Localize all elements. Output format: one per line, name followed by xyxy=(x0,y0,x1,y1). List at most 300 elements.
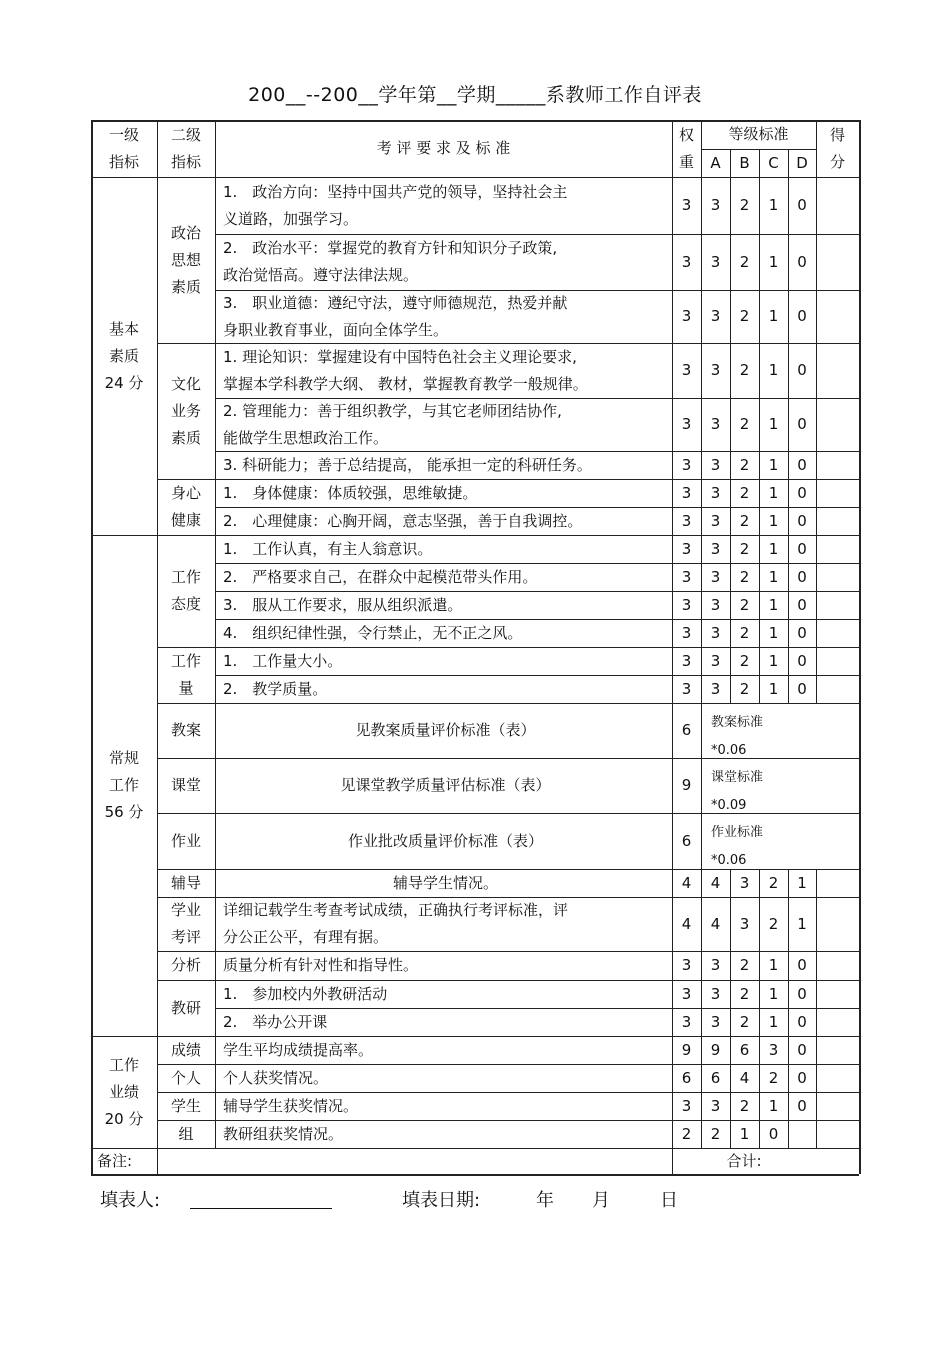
grade-value-line: 3 xyxy=(710,196,721,214)
criteria-text-line: 2. 管理能力：善于组织教学，与其它老师团结协作, xyxy=(223,401,562,420)
subcategory-label xyxy=(157,897,215,951)
criteria-text-line: 2. 政治水平：掌握党的教育方针和知识分子政策, xyxy=(223,239,558,257)
grade-value-line: 2 xyxy=(739,623,750,642)
form-title: 200__--200__学年第__学期_____系教师工作自评表 xyxy=(248,84,702,106)
weight-value xyxy=(672,249,701,276)
grade-value-line: 0 xyxy=(797,1068,807,1087)
grade-value-line: 2 xyxy=(739,679,750,698)
grade-value xyxy=(730,508,759,535)
category-label xyxy=(91,1052,157,1133)
grade-value xyxy=(788,536,816,563)
subcategory-label xyxy=(157,772,215,799)
weight-value xyxy=(672,1037,701,1064)
grade-value-line: 1 xyxy=(768,455,779,474)
grade-value-line: 0 xyxy=(797,956,807,974)
grade-value-line: 0 xyxy=(768,1124,779,1143)
grade-value xyxy=(730,1065,759,1092)
grade-value xyxy=(759,508,788,535)
grade-value xyxy=(759,981,788,1008)
grade-value-line: 1 xyxy=(768,361,779,379)
grade-value-line: 3 xyxy=(710,252,721,271)
weight-value xyxy=(672,1093,701,1120)
grade-value xyxy=(759,1121,788,1148)
weight-value xyxy=(672,828,701,855)
grade-value xyxy=(701,952,730,979)
header-grade-a-line: A xyxy=(710,153,721,172)
grade-note-line: 作业标准 xyxy=(711,825,764,840)
table-rule xyxy=(215,120,216,1148)
grade-value-line: 1 xyxy=(768,483,779,502)
grade-value xyxy=(759,911,788,938)
subcategory-label xyxy=(157,717,215,744)
criteria-text xyxy=(223,1093,668,1120)
grade-value xyxy=(701,592,730,619)
subcategory-label xyxy=(157,828,215,855)
header-secondary-indicator-line: 指标 xyxy=(170,152,201,171)
weight-value-line: 3 xyxy=(681,595,692,614)
category-label-line: 56 分 xyxy=(104,803,144,821)
criteria-text xyxy=(223,536,668,563)
grade-note-line: 课堂标准 xyxy=(711,770,764,785)
weight-value-line: 3 xyxy=(681,1096,692,1115)
weight-value-line: 3 xyxy=(681,511,692,530)
criteria-text-line: 分公正公平，有理有据。 xyxy=(223,928,389,946)
grade-note-line: 教案标准 xyxy=(711,715,764,730)
grade-value xyxy=(730,952,759,979)
criteria-text-line: 2. 心理健康：心胸开阔，意志坚强，善于自我调控。 xyxy=(223,511,583,530)
grade-value xyxy=(788,1037,816,1064)
grade-value-line: 1 xyxy=(768,651,779,670)
subcategory-label-line: 成绩 xyxy=(170,1040,201,1059)
grade-value xyxy=(701,1065,730,1092)
category-label-line: 20 分 xyxy=(104,1109,144,1128)
grade-value xyxy=(730,411,759,438)
criteria-text-line: 3. 服从工作要求，服从组织派遣。 xyxy=(223,595,463,614)
grade-value-line: 2 xyxy=(739,984,750,1003)
criteria-text xyxy=(223,772,668,799)
grade-value xyxy=(788,952,816,979)
grade-value xyxy=(759,357,788,384)
grade-value xyxy=(788,1009,816,1036)
grade-value xyxy=(701,564,730,591)
weight-value-line: 3 xyxy=(681,196,692,214)
grade-value-line: 3 xyxy=(710,567,721,586)
grade-value-line: 3 xyxy=(710,361,721,379)
grade-value-line: 1 xyxy=(768,567,779,586)
grade-value xyxy=(788,411,816,438)
table-rule xyxy=(157,813,215,814)
grade-value-line: 2 xyxy=(739,415,750,433)
weight-value-line: 4 xyxy=(681,914,692,933)
grade-value xyxy=(730,480,759,507)
weight-value xyxy=(672,536,701,563)
criteria-text-line: 2. 举办公开课 xyxy=(223,1012,328,1031)
category-label xyxy=(91,316,157,397)
subcategory-label-line: 工作 xyxy=(170,568,201,586)
grade-value-line: 1 xyxy=(768,623,779,642)
grade-value-line: 1 xyxy=(768,511,779,530)
grade-value xyxy=(759,564,788,591)
weight-value-line: 3 xyxy=(681,539,692,558)
subcategory-label-line: 身心 xyxy=(170,484,201,502)
grade-value-line: 2 xyxy=(739,511,750,530)
subcategory-label-line: 教研 xyxy=(170,998,201,1017)
total-label-line: 合计: xyxy=(726,1151,762,1170)
grade-value-line: 1 xyxy=(768,956,779,974)
table-rule xyxy=(157,177,215,178)
weight-value xyxy=(672,648,701,675)
weight-value xyxy=(672,952,701,979)
grade-value xyxy=(759,1009,788,1036)
grade-value-line: 0 xyxy=(797,567,807,586)
weight-value xyxy=(672,911,701,938)
grade-value xyxy=(730,1093,759,1120)
criteria-text xyxy=(223,564,668,591)
weight-value-line: 3 xyxy=(681,361,692,379)
header-primary-indicator-line: 指标 xyxy=(108,152,139,171)
header-grade-a xyxy=(701,150,730,177)
grade-value-line: 2 xyxy=(739,307,750,325)
grade-value-line: 1 xyxy=(768,1096,779,1115)
header-weight xyxy=(672,122,701,176)
grade-value-line: 0 xyxy=(797,361,807,379)
subcategory-label xyxy=(157,1037,215,1064)
grade-value xyxy=(788,1093,816,1120)
criteria-text xyxy=(223,1037,668,1064)
grade-value-line: 2 xyxy=(739,455,750,474)
subcategory-label-line: 素质 xyxy=(170,428,201,447)
grade-value-line: 3 xyxy=(710,415,721,433)
table-rule xyxy=(157,535,215,536)
grade-value xyxy=(701,508,730,535)
grade-value xyxy=(759,249,788,276)
grade-value xyxy=(730,192,759,219)
filler-signature-line[interactable] xyxy=(190,1208,332,1209)
date-year-label: 年 xyxy=(536,1190,554,1211)
criteria-text xyxy=(223,398,668,452)
grade-value-line: 3 xyxy=(710,1096,721,1115)
grade-value xyxy=(701,1009,730,1036)
grade-value xyxy=(788,508,816,535)
grade-value xyxy=(730,564,759,591)
grade-value xyxy=(730,981,759,1008)
table-rule xyxy=(157,758,215,759)
criteria-text xyxy=(223,179,668,233)
grade-value-line: 1 xyxy=(768,1012,779,1031)
grade-value-line: 2 xyxy=(739,196,750,214)
grade-value-line: 0 xyxy=(797,415,807,433)
grade-value-line: 6 xyxy=(739,1040,750,1059)
grade-value xyxy=(730,249,759,276)
grade-value-line: 0 xyxy=(797,539,807,558)
grade-value-line: 0 xyxy=(797,984,807,1003)
grade-note-line: *0.06 xyxy=(711,743,747,758)
grade-value xyxy=(759,1093,788,1120)
criteria-text-line: 学生平均成绩提高率。 xyxy=(223,1040,374,1059)
header-grade-b xyxy=(730,150,759,177)
grade-value xyxy=(759,411,788,438)
criteria-text-line: 1. 工作认真，有主人翁意识。 xyxy=(223,539,433,558)
grade-value xyxy=(730,1009,759,1036)
grade-note xyxy=(711,709,763,765)
date-day-label: 日 xyxy=(660,1190,678,1211)
grade-value xyxy=(759,1037,788,1064)
criteria-text xyxy=(223,344,668,398)
weight-value-line: 9 xyxy=(681,1040,692,1059)
grade-value xyxy=(701,676,730,703)
grade-value-line: 2 xyxy=(768,914,779,933)
header-grade-d xyxy=(788,150,816,177)
weight-value-line: 3 xyxy=(681,252,692,271)
remarks-label-line: 备注: xyxy=(97,1151,133,1170)
grade-value xyxy=(701,480,730,507)
weight-value xyxy=(672,1009,701,1036)
total-label xyxy=(672,1148,816,1175)
grade-value xyxy=(701,1093,730,1120)
weight-value xyxy=(672,480,701,507)
grade-value xyxy=(701,620,730,647)
criteria-text xyxy=(223,1009,668,1036)
category-label-line: 基本 xyxy=(108,319,139,338)
grade-value-line: 3 xyxy=(710,307,721,325)
filler-label: 填表人: xyxy=(100,1190,161,1211)
grade-value-line: 1 xyxy=(768,415,779,433)
grade-value-line: 2 xyxy=(739,595,750,614)
grade-value xyxy=(759,303,788,330)
grade-value xyxy=(701,648,730,675)
grade-value-line: 2 xyxy=(739,361,750,379)
grade-value xyxy=(788,592,816,619)
grade-value xyxy=(788,480,816,507)
weight-value-line: 2 xyxy=(681,1124,692,1143)
grade-value xyxy=(788,452,816,479)
grade-value-line: 3 xyxy=(710,984,721,1003)
weight-value-line: 3 xyxy=(681,984,692,1003)
header-secondary-indicator-line: 二级 xyxy=(170,125,201,144)
subcategory-label-line: 教案 xyxy=(170,721,201,739)
subcategory-label-line: 辅导 xyxy=(170,873,201,892)
subcategory-label-line: 态度 xyxy=(170,595,201,613)
criteria-text-line: 1. 身体健康：体质较强，思维敏捷。 xyxy=(223,483,478,502)
weight-value-line: 3 xyxy=(681,483,692,502)
grade-value-line: 2 xyxy=(739,651,750,670)
grade-value xyxy=(788,357,816,384)
grade-value-line: 0 xyxy=(797,455,807,474)
subcategory-label-line: 思想 xyxy=(170,250,201,269)
criteria-text-line: 质量分析有针对性和指导性。 xyxy=(223,956,419,974)
table-rule xyxy=(859,120,861,1174)
grade-value xyxy=(701,870,730,897)
subcategory-label xyxy=(157,564,215,618)
criteria-text xyxy=(223,480,668,507)
grade-value xyxy=(788,303,816,330)
weight-value xyxy=(672,592,701,619)
grade-value xyxy=(730,1121,759,1148)
criteria-text-line: 义道路，加强学习。 xyxy=(223,209,359,228)
weight-value-line: 3 xyxy=(681,1012,692,1031)
grade-value xyxy=(788,648,816,675)
grade-value xyxy=(788,911,816,938)
header-grades-title-line: 等级标准 xyxy=(728,125,789,143)
subcategory-label-line: 分析 xyxy=(170,956,201,974)
grade-value xyxy=(730,1037,759,1064)
criteria-text-line: 1. 工作量大小。 xyxy=(223,651,343,670)
subcategory-label xyxy=(157,1093,215,1120)
grade-value-line: 0 xyxy=(797,252,807,271)
grade-value xyxy=(701,411,730,438)
header-score-line: 得 xyxy=(829,125,845,144)
grade-value xyxy=(759,952,788,979)
grade-value-line: 1 xyxy=(768,595,779,614)
criteria-text xyxy=(223,981,668,1008)
grade-value xyxy=(701,303,730,330)
criteria-text xyxy=(223,870,668,897)
grade-value-line: 1 xyxy=(768,307,779,325)
grade-value-line: 0 xyxy=(797,1040,807,1059)
weight-value-line: 3 xyxy=(681,307,692,325)
criteria-text-line: 4. 组织纪律性强，令行禁止，无不正之风。 xyxy=(223,623,523,642)
grade-value xyxy=(730,303,759,330)
grade-value xyxy=(759,1065,788,1092)
criteria-text xyxy=(223,676,668,703)
criteria-text-line: 2. 教学质量。 xyxy=(223,679,328,698)
grade-value-line: 3 xyxy=(710,1012,721,1031)
grade-value-line: 1 xyxy=(797,873,807,892)
grade-value-line: 3 xyxy=(739,873,750,892)
grade-value-line: 2 xyxy=(768,1068,779,1087)
subcategory-label-line: 个人 xyxy=(170,1068,201,1087)
subcategory-label xyxy=(157,1121,215,1148)
subcategory-label-line: 业务 xyxy=(170,401,201,420)
weight-value xyxy=(672,1065,701,1092)
subcategory-label-line: 学生 xyxy=(170,1096,201,1115)
subcategory-label xyxy=(157,870,215,897)
grade-value xyxy=(730,676,759,703)
grade-value xyxy=(759,870,788,897)
remarks-label xyxy=(97,1148,157,1175)
criteria-text-line: 辅导学生获奖情况。 xyxy=(223,1096,359,1115)
table-rule xyxy=(157,703,215,704)
grade-value xyxy=(759,192,788,219)
grade-note-line: *0.09 xyxy=(711,798,747,813)
criteria-text xyxy=(223,648,668,675)
grade-value xyxy=(701,981,730,1008)
subcategory-label-line: 考评 xyxy=(170,928,201,946)
header-grades-title xyxy=(701,121,816,148)
grade-value xyxy=(788,192,816,219)
grade-value-line: 4 xyxy=(710,873,721,892)
subcategory-label xyxy=(157,480,215,534)
criteria-text xyxy=(223,452,668,479)
subcategory-label-line: 课堂 xyxy=(170,776,201,794)
category-label-line: 素质 xyxy=(108,346,139,365)
criteria-text-line: 教研组获奖情况。 xyxy=(223,1124,344,1143)
weight-value xyxy=(672,620,701,647)
criteria-text-line: 见教案质量评价标准（表） xyxy=(355,721,536,739)
weight-value xyxy=(672,452,701,479)
criteria-text-line: 1. 政治方向：坚持中国共产党的领导，坚持社会主 xyxy=(223,182,568,201)
grade-value xyxy=(788,870,816,897)
subcategory-label xyxy=(157,371,215,452)
grade-value xyxy=(788,1065,816,1092)
grade-value-line: 1 xyxy=(768,196,779,214)
grade-value xyxy=(788,249,816,276)
grade-value-line: 0 xyxy=(797,1012,807,1031)
category-label-line: 工作 xyxy=(108,1055,139,1074)
date-label: 填表日期: xyxy=(402,1190,481,1211)
weight-value-line: 6 xyxy=(681,831,692,850)
grade-value-line: 3 xyxy=(710,455,721,474)
criteria-text-line: 身职业教育事业，面向全体学生。 xyxy=(223,320,449,339)
weight-value xyxy=(672,508,701,535)
subcategory-label xyxy=(157,1065,215,1092)
grade-value-line: 1 xyxy=(739,1124,750,1143)
grade-value-line: 2 xyxy=(739,483,750,502)
grade-value-line: 2 xyxy=(739,567,750,586)
weight-value-line: 3 xyxy=(681,567,692,586)
category-label-line: 常规 xyxy=(108,749,139,767)
grade-value-line: 0 xyxy=(797,307,807,325)
criteria-text-line: 1. 参加校内外教研活动 xyxy=(223,984,388,1003)
grade-value-line: 3 xyxy=(710,679,721,698)
grade-value-line: 6 xyxy=(710,1068,721,1087)
grade-value xyxy=(759,480,788,507)
grade-value-line: 4 xyxy=(710,914,721,933)
weight-value-line: 3 xyxy=(681,651,692,670)
grade-value xyxy=(730,452,759,479)
weight-value xyxy=(672,676,701,703)
header-primary-indicator-line: 一级 xyxy=(108,125,139,144)
weight-value-line: 3 xyxy=(681,956,692,974)
subcategory-label-line: 文化 xyxy=(170,374,201,393)
grade-value-line: 2 xyxy=(739,1096,750,1115)
header-grade-b-line: B xyxy=(739,153,750,172)
grade-value-line: 1 xyxy=(797,914,807,933)
criteria-text-line: 1. 理论知识：掌握建设有中国特色社会主义理论要求, xyxy=(223,347,577,366)
grade-value-line: 0 xyxy=(797,595,807,614)
weight-value-line: 3 xyxy=(681,415,692,433)
criteria-text-line: 能做学生思想政治工作。 xyxy=(223,428,389,447)
weight-value xyxy=(672,192,701,219)
criteria-text-line: 3. 职业道德：遵纪守法，遵守师德规范，热爱并献 xyxy=(223,293,568,312)
grade-value xyxy=(701,536,730,563)
criteria-text xyxy=(223,290,668,344)
subcategory-label-line: 工作 xyxy=(170,652,201,670)
weight-value xyxy=(672,357,701,384)
grade-value-line: 1 xyxy=(768,679,779,698)
subcategory-label-line: 组 xyxy=(178,1124,194,1143)
grade-value xyxy=(701,452,730,479)
weight-value xyxy=(672,564,701,591)
criteria-text-line: 个人获奖情况。 xyxy=(223,1068,329,1087)
grade-value-line: 2 xyxy=(739,1012,750,1031)
grade-value xyxy=(730,870,759,897)
grade-value-line: 2 xyxy=(739,539,750,558)
grade-value xyxy=(730,911,759,938)
grade-value-line: 3 xyxy=(710,623,721,642)
weight-value xyxy=(672,870,701,897)
grade-value xyxy=(730,357,759,384)
subcategory-label xyxy=(157,648,215,702)
grade-value xyxy=(701,1037,730,1064)
criteria-text-line: 辅导学生情况。 xyxy=(392,873,498,892)
grade-value xyxy=(759,452,788,479)
grade-value-line: 1 xyxy=(768,252,779,271)
header-secondary-indicator xyxy=(157,122,215,176)
weight-value-line: 4 xyxy=(681,873,692,892)
subcategory-label xyxy=(157,995,215,1022)
criteria-text xyxy=(223,897,668,951)
